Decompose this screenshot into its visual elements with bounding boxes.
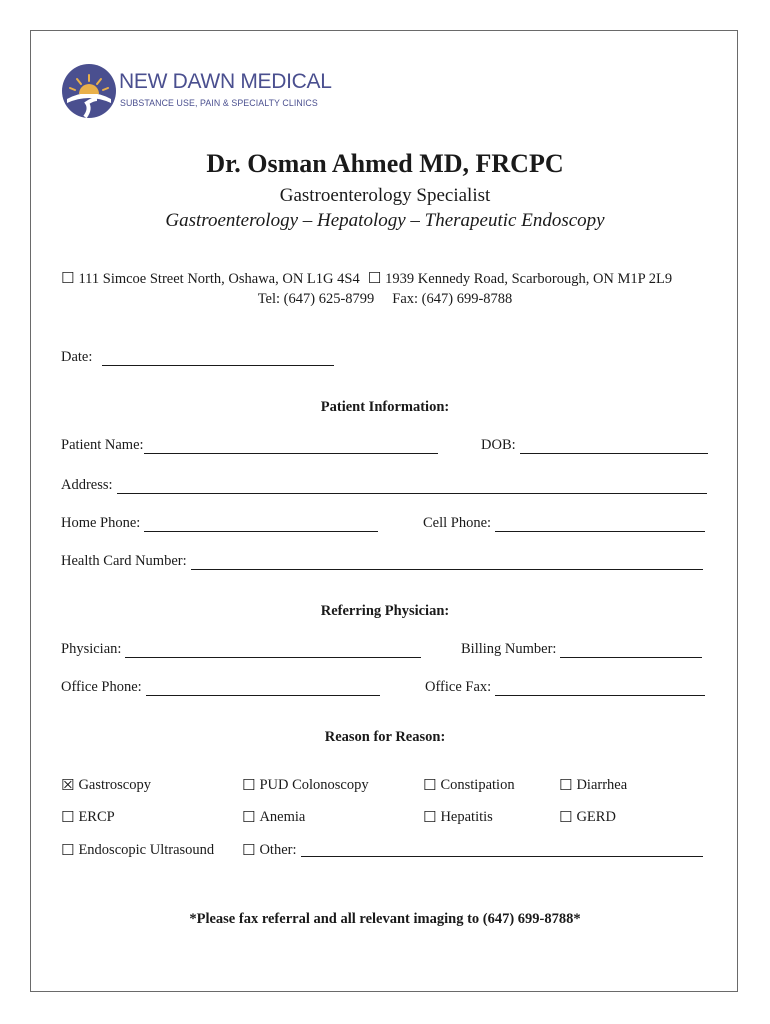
date-input-line[interactable]: [102, 351, 334, 366]
constipation-label: Constipation: [440, 777, 515, 793]
health-card-label: Health Card Number:: [61, 553, 187, 569]
billing-number-field: [461, 641, 702, 658]
specialty: Gastroenterology Specialist: [279, 185, 491, 206]
location-oshawa-checkbox[interactable]: ☐: [61, 269, 75, 287]
gastroscopy-label: Gastroscopy: [78, 777, 151, 793]
home-phone-label: Home Phone:: [61, 515, 141, 531]
billing-number-label: Billing Number:: [461, 641, 557, 657]
reason-pud-colonoscopy[interactable]: [242, 777, 369, 794]
gastroscopy-checkbox[interactable]: ☒: [61, 776, 75, 794]
patient-info-heading: Patient Information:: [320, 399, 450, 415]
reason-anemia[interactable]: [242, 809, 305, 826]
endoscopic-ultrasound-checkbox[interactable]: ☐: [61, 841, 75, 859]
sunrise-logo-icon: [61, 63, 117, 119]
other-input-line[interactable]: [301, 844, 703, 857]
dob-label: DOB:: [481, 437, 516, 453]
logo-tagline: SUBSTANCE USE, PAIN & SPECIALTY CLINICS: [120, 98, 318, 108]
location-scarborough-label: 1939 Kennedy Road, Scarborough, ON M1P 2L9: [385, 271, 673, 287]
reason-endoscopic-ultrasound[interactable]: [61, 842, 214, 859]
reason-hepatitis[interactable]: [423, 809, 493, 826]
fax-instruction-note: *Please fax referral and all relevant imaging to (647) 699-8788*: [189, 911, 581, 927]
office-phone-field: [61, 679, 380, 696]
reason-gerd[interactable]: [559, 809, 616, 826]
telephone: Tel: (647) 625-8799: [257, 291, 375, 307]
physician-field: [61, 641, 421, 658]
hepatitis-checkbox[interactable]: ☐: [423, 808, 437, 826]
physician-input-line[interactable]: [125, 643, 421, 658]
pud-colonoscopy-label: PUD Colonoscopy: [259, 777, 369, 793]
health-card-field: [61, 553, 703, 570]
other-label: Other:: [259, 842, 297, 858]
fax: Fax: (647) 699-8788: [392, 291, 513, 307]
office-fax-label: Office Fax:: [425, 679, 492, 695]
ercp-label: ERCP: [78, 809, 115, 825]
gerd-checkbox[interactable]: ☐: [559, 808, 573, 826]
anemia-checkbox[interactable]: ☐: [242, 808, 256, 826]
billing-number-input-line[interactable]: [560, 643, 702, 658]
gerd-label: GERD: [576, 809, 616, 825]
address-input-line[interactable]: [117, 479, 707, 494]
reason-diarrhea[interactable]: [559, 777, 627, 794]
date-field: [61, 349, 334, 366]
dob-input-line[interactable]: [520, 439, 708, 454]
date-label: Date:: [61, 349, 93, 365]
patient-name-label: Patient Name:: [61, 437, 144, 453]
diarrhea-label: Diarrhea: [576, 777, 628, 793]
anemia-label: Anemia: [259, 809, 306, 825]
office-fax-field: [425, 679, 705, 696]
pud-colonoscopy-checkbox[interactable]: ☐: [242, 776, 256, 794]
other-checkbox[interactable]: ☐: [242, 841, 256, 859]
office-phone-input-line[interactable]: [146, 681, 380, 696]
logo-name: NEW DAWN MEDICAL: [119, 70, 332, 93]
address-label: Address:: [61, 477, 113, 493]
reason-heading: Reason for Reason:: [324, 729, 446, 745]
doctor-name: Dr. Osman Ahmed MD, FRCPC: [206, 149, 564, 178]
location-scarborough-checkbox[interactable]: ☐: [367, 269, 382, 287]
home-phone-field: [61, 515, 378, 532]
hepatitis-label: Hepatitis: [440, 809, 493, 825]
patient-name-input-line[interactable]: [144, 439, 438, 454]
office-fax-input-line[interactable]: [495, 681, 705, 696]
patient-name-field: [61, 437, 438, 454]
home-phone-input-line[interactable]: [144, 517, 378, 532]
office-phone-label: Office Phone:: [61, 679, 142, 695]
clinic-logo: [61, 61, 332, 121]
diarrhea-checkbox[interactable]: ☐: [559, 776, 573, 794]
referring-physician-heading: Referring Physician:: [320, 603, 450, 619]
location-row: [61, 271, 672, 288]
practice-areas: Gastroenterology – Hepatology – Therapeutic Endoscopy: [165, 210, 605, 231]
reason-ercp[interactable]: [61, 809, 115, 826]
referral-form-page: [30, 30, 738, 992]
endoscopic-ultrasound-label: Endoscopic Ultrasound: [78, 842, 215, 858]
physician-label: Physician:: [61, 641, 122, 657]
dob-field: [481, 437, 708, 454]
constipation-checkbox[interactable]: ☐: [423, 776, 437, 794]
reason-other[interactable]: [242, 842, 703, 859]
address-field: [61, 477, 707, 494]
reason-constipation[interactable]: [423, 777, 515, 794]
cell-phone-input-line[interactable]: [495, 517, 705, 532]
location-oshawa-label: 111 Simcoe Street North, Oshawa, ON L1G 4S4: [78, 271, 360, 287]
reason-gastroscopy[interactable]: [61, 777, 151, 794]
contact-row: [31, 291, 739, 308]
cell-phone-field: [423, 515, 705, 532]
ercp-checkbox[interactable]: ☐: [61, 808, 75, 826]
health-card-input-line[interactable]: [191, 555, 703, 570]
cell-phone-label: Cell Phone:: [423, 515, 492, 531]
